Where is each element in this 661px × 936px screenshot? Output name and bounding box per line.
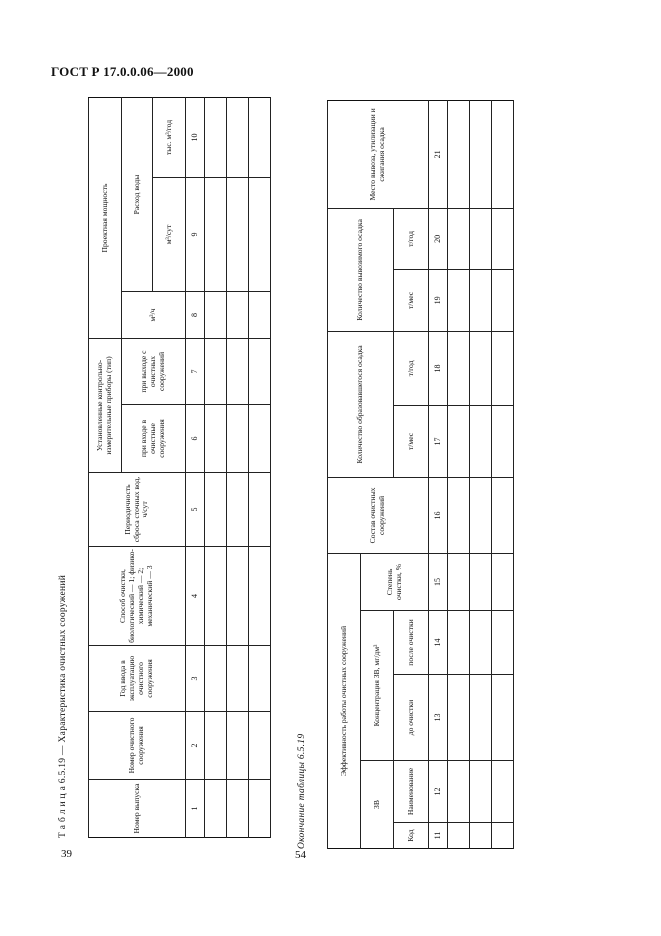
column-number-row [186, 97, 205, 837]
col-number-15: 15 [429, 553, 448, 610]
table-row [492, 100, 514, 848]
header-design-capacity: Проектная мощность [89, 97, 122, 338]
header-sludge-formed: Количество образовавшегося осадка [328, 331, 394, 477]
col-number-12: 12 [429, 761, 448, 823]
header-t-year-formed: т/год [394, 331, 429, 405]
left-page-number: 39 [61, 848, 72, 860]
header-code: Код [394, 823, 429, 849]
header-t-month-formed: т/мес [394, 405, 429, 477]
col-number-2: 2 [186, 712, 205, 780]
column-number-row [429, 100, 448, 848]
header-name: Наименование [394, 761, 429, 823]
col-number-1: 1 [186, 780, 205, 838]
table-continuation [327, 100, 514, 849]
table-right-caption: Окончание таблицы 6.5.19 [297, 733, 307, 849]
header-row-1 [89, 97, 122, 837]
col-number-19: 19 [429, 269, 448, 331]
col-number-7: 7 [186, 339, 205, 405]
header-thousand-m3-per-year: тыс. м³/год [153, 97, 186, 177]
table-caption-prefix: Т а б л и ц а 6.5.19 [58, 757, 68, 838]
col-number-9: 9 [186, 178, 205, 292]
table-row [227, 97, 249, 837]
header-t-month-removed: т/мес [394, 269, 429, 331]
header-water-flow: Расход воды [122, 97, 153, 291]
header-outlet-number: Номер выпуска [89, 780, 186, 838]
header-concentration: Концентрация ЗВ, мг/дм³ [361, 611, 394, 761]
col-number-4: 4 [186, 547, 205, 646]
col-number-20: 20 [429, 208, 448, 269]
header-facility-number: Номер очистного сооружения [89, 712, 186, 780]
header-after: после очистки [394, 611, 429, 675]
col-number-13: 13 [429, 675, 448, 761]
col-number-8: 8 [186, 292, 205, 339]
header-before: до очистки [394, 675, 429, 761]
col-number-6: 6 [186, 405, 205, 473]
header-composition: Состав очистных сооружений [328, 477, 429, 553]
table-caption-text: — Характеристика очистных сооружений [58, 574, 68, 755]
header-pollutant: ЗВ [361, 761, 394, 849]
header-outlet: при выходе с очистных сооружений [122, 339, 186, 405]
header-m3-per-day: м³/сут [153, 178, 186, 292]
col-number-3: 3 [186, 646, 205, 712]
col-number-11: 11 [429, 823, 448, 849]
table-row [448, 100, 470, 848]
table-left-wrapper [58, 97, 271, 838]
table-left-caption [58, 575, 68, 838]
document-title: ГОСТ Р 17.0.0.06—2000 [51, 64, 194, 79]
table-row [205, 97, 227, 837]
table-row [470, 100, 492, 848]
header-t-year-removed: т/год [394, 208, 429, 269]
header-sludge-removed: Количество вывозимого осадка [328, 208, 394, 331]
col-number-14: 14 [429, 611, 448, 675]
col-number-10: 10 [186, 97, 205, 177]
header-discharge-period: Периодичность сброса сточных вод, ч/сут [89, 473, 186, 547]
col-number-18: 18 [429, 331, 448, 405]
col-number-5: 5 [186, 473, 205, 547]
col-number-21: 21 [429, 100, 448, 208]
right-page-number: 54 [295, 849, 306, 861]
col-number-17: 17 [429, 405, 448, 477]
header-efficiency: Эффективность работы очистных сооружений [328, 553, 361, 848]
col-number-16: 16 [429, 477, 448, 553]
header-commission-year: Год ввода в эксплуатацию очистного сооружения [89, 646, 186, 712]
table-row [249, 97, 271, 837]
table-right-wrapper [297, 100, 514, 849]
header-m3-per-hour: м³/ч [122, 292, 186, 339]
header-degree: Степень очистки, % [361, 553, 429, 610]
table-characteristics [88, 97, 271, 838]
header-disposal-place: Место вывоза, утилизации и сжигания осадка [328, 100, 429, 208]
header-instruments: Установленные контрольно-измерительные приборы (тип) [89, 339, 122, 473]
header-row-1 [328, 100, 361, 848]
header-inlet: при входе в очистные сооружения [122, 405, 186, 473]
header-row-3 [394, 100, 429, 848]
header-treatment-method: Способ очистки, биологический — 1; физико-химический — 2; механический — 3 [89, 547, 186, 646]
